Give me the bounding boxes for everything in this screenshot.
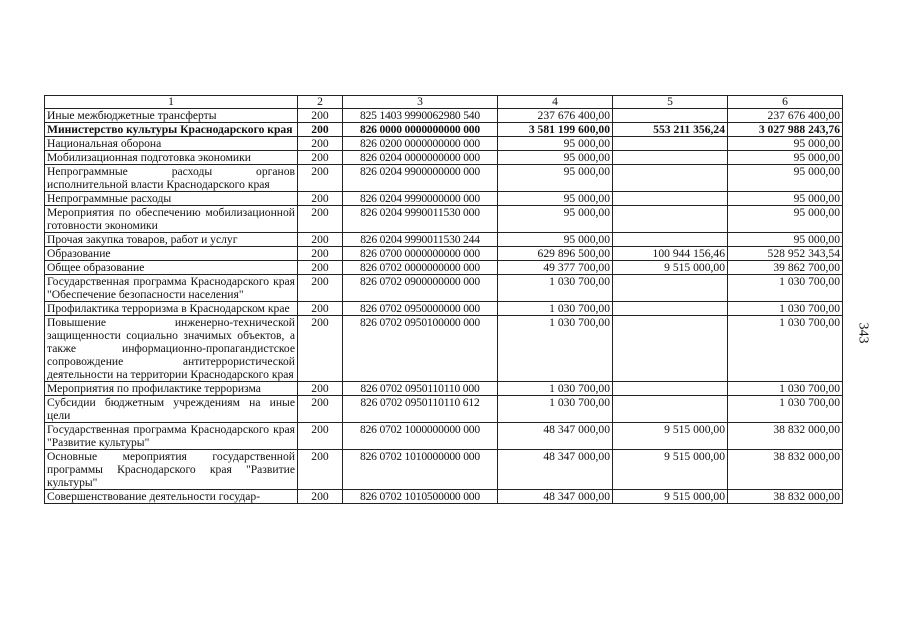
row-approved-amount: 95 000,00 [498, 192, 613, 206]
row-total-amount: 95 000,00 [728, 233, 843, 247]
budget-table [44, 95, 843, 504]
row-classification-code: 826 0700 0000000000 000 [343, 247, 498, 261]
row-approved-amount: 95 000,00 [498, 233, 613, 247]
row-total-amount: 39 862 700,00 [728, 261, 843, 275]
table-row [45, 165, 843, 192]
row-approved-amount: 1 030 700,00 [498, 302, 613, 316]
row-approved-amount: 95 000,00 [498, 151, 613, 165]
table-row [45, 302, 843, 316]
table-row [45, 382, 843, 396]
row-description: Общее образование [45, 261, 298, 275]
row-description: Министерство культуры Краснодарского края [45, 123, 298, 137]
row-total-amount: 1 030 700,00 [728, 316, 843, 382]
row-total-amount: 1 030 700,00 [728, 396, 843, 423]
row-classification-code: 826 0204 0000000000 000 [343, 151, 498, 165]
row-classification-code: 826 0702 1000000000 000 [343, 423, 498, 450]
row-approved-amount: 95 000,00 [498, 137, 613, 151]
row-approved-amount: 629 896 500,00 [498, 247, 613, 261]
row-total-amount: 528 952 343,54 [728, 247, 843, 261]
row-total-amount: 1 030 700,00 [728, 382, 843, 396]
row-classification-code: 826 0702 0900000000 000 [343, 275, 498, 302]
row-total-amount: 38 832 000,00 [728, 423, 843, 450]
row-code: 200 [298, 151, 343, 165]
row-description: Непрограммные расходы органов исполнительной власти Краснодарского края [45, 165, 298, 192]
row-classification-code: 826 0702 1010000000 000 [343, 450, 498, 490]
row-total-amount: 95 000,00 [728, 151, 843, 165]
row-description: Государственная программа Краснодарского края "Обеспечение безопасности населения" [45, 275, 298, 302]
row-classification-code: 826 0702 0950110110 000 [343, 382, 498, 396]
row-approved-amount: 1 030 700,00 [498, 382, 613, 396]
row-code: 200 [298, 109, 343, 123]
row-change-amount [613, 137, 728, 151]
row-code: 200 [298, 275, 343, 302]
row-description: Мероприятия по профилактике терроризма [45, 382, 298, 396]
row-description: Мероприятия по обеспечению мобилизационной готовности экономики [45, 206, 298, 233]
row-description: Прочая закупка товаров, работ и услуг [45, 233, 298, 247]
row-code: 200 [298, 450, 343, 490]
table-row [45, 109, 843, 123]
row-approved-amount: 49 377 700,00 [498, 261, 613, 275]
row-code: 200 [298, 206, 343, 233]
row-description: Государственная программа Краснодарского края "Развитие культуры" [45, 423, 298, 450]
row-classification-code: 826 0702 0950100000 000 [343, 316, 498, 382]
row-approved-amount: 1 030 700,00 [498, 316, 613, 382]
row-classification-code: 826 0204 9990011530 244 [343, 233, 498, 247]
row-code: 200 [298, 247, 343, 261]
row-total-amount: 237 676 400,00 [728, 109, 843, 123]
row-description: Повышение инженерно-технической защищенности социально значимых объектов, а также информационно-пропагандистское сопровождение антитеррористической деятельности на территории Краснодарского края [45, 316, 298, 382]
row-code: 200 [298, 261, 343, 275]
row-total-amount: 1 030 700,00 [728, 275, 843, 302]
table-row [45, 275, 843, 302]
row-change-amount [613, 192, 728, 206]
table-row [45, 123, 843, 137]
table-row [45, 490, 843, 504]
row-description: Образование [45, 247, 298, 261]
table-body [45, 109, 843, 504]
table-row [45, 450, 843, 490]
table-header-row [45, 96, 843, 109]
row-description: Непрограммные расходы [45, 192, 298, 206]
table-row [45, 247, 843, 261]
header-col-6: 6 [728, 96, 843, 109]
table-row [45, 206, 843, 233]
row-change-amount: 9 515 000,00 [613, 450, 728, 490]
row-classification-code: 826 0702 1010500000 000 [343, 490, 498, 504]
row-approved-amount: 1 030 700,00 [498, 275, 613, 302]
row-change-amount [613, 302, 728, 316]
row-approved-amount: 237 676 400,00 [498, 109, 613, 123]
row-total-amount: 1 030 700,00 [728, 302, 843, 316]
row-change-amount [613, 396, 728, 423]
row-description: Субсидии бюджетным учреждениям на иные цели [45, 396, 298, 423]
row-change-amount [613, 206, 728, 233]
row-code: 200 [298, 396, 343, 423]
row-classification-code: 825 1403 9990062980 540 [343, 109, 498, 123]
row-description: Профилактика терроризма в Краснодарском крае [45, 302, 298, 316]
page-number: 343 [855, 322, 871, 344]
row-approved-amount: 3 581 199 600,00 [498, 123, 613, 137]
row-change-amount: 553 211 356,24 [613, 123, 728, 137]
table-row [45, 423, 843, 450]
header-col-3: 3 [343, 96, 498, 109]
row-classification-code: 826 0200 0000000000 000 [343, 137, 498, 151]
row-code: 200 [298, 233, 343, 247]
row-change-amount: 100 944 156,46 [613, 247, 728, 261]
row-change-amount: 9 515 000,00 [613, 261, 728, 275]
table-row [45, 192, 843, 206]
row-total-amount: 95 000,00 [728, 137, 843, 151]
row-code: 200 [298, 165, 343, 192]
row-description: Основные мероприятия государственной программы Краснодарского края "Развитие культуры" [45, 450, 298, 490]
row-classification-code: 826 0702 0950110110 612 [343, 396, 498, 423]
row-code: 200 [298, 123, 343, 137]
row-total-amount: 95 000,00 [728, 206, 843, 233]
row-classification-code: 826 0702 0000000000 000 [343, 261, 498, 275]
row-change-amount [613, 382, 728, 396]
row-total-amount: 95 000,00 [728, 192, 843, 206]
row-classification-code: 826 0204 9990000000 000 [343, 192, 498, 206]
table-row [45, 233, 843, 247]
row-description: Национальная оборона [45, 137, 298, 151]
row-change-amount: 9 515 000,00 [613, 490, 728, 504]
row-description: Совершенствование деятельности государ- [45, 490, 298, 504]
row-approved-amount: 48 347 000,00 [498, 490, 613, 504]
row-classification-code: 826 0204 9990011530 000 [343, 206, 498, 233]
row-approved-amount: 48 347 000,00 [498, 450, 613, 490]
row-description: Иные межбюджетные трансферты [45, 109, 298, 123]
row-change-amount: 9 515 000,00 [613, 423, 728, 450]
row-change-amount [613, 165, 728, 192]
row-total-amount: 38 832 000,00 [728, 490, 843, 504]
header-col-1: 1 [45, 96, 298, 109]
row-approved-amount: 48 347 000,00 [498, 423, 613, 450]
row-approved-amount: 95 000,00 [498, 206, 613, 233]
row-change-amount [613, 151, 728, 165]
header-col-5: 5 [613, 96, 728, 109]
row-classification-code: 826 0702 0950000000 000 [343, 302, 498, 316]
table-row [45, 396, 843, 423]
row-approved-amount: 1 030 700,00 [498, 396, 613, 423]
row-code: 200 [298, 302, 343, 316]
row-description: Мобилизационная подготовка экономики [45, 151, 298, 165]
row-classification-code: 826 0000 0000000000 000 [343, 123, 498, 137]
row-classification-code: 826 0204 9900000000 000 [343, 165, 498, 192]
row-code: 200 [298, 316, 343, 382]
header-col-4: 4 [498, 96, 613, 109]
table-row [45, 151, 843, 165]
row-approved-amount: 95 000,00 [498, 165, 613, 192]
row-code: 200 [298, 490, 343, 504]
row-code: 200 [298, 192, 343, 206]
row-total-amount: 38 832 000,00 [728, 450, 843, 490]
row-code: 200 [298, 423, 343, 450]
row-change-amount [613, 316, 728, 382]
header-col-2: 2 [298, 96, 343, 109]
row-change-amount [613, 109, 728, 123]
row-total-amount: 95 000,00 [728, 165, 843, 192]
row-code: 200 [298, 382, 343, 396]
row-total-amount: 3 027 988 243,76 [728, 123, 843, 137]
table-row [45, 316, 843, 382]
table-row [45, 137, 843, 151]
row-change-amount [613, 275, 728, 302]
table-row [45, 261, 843, 275]
row-change-amount [613, 233, 728, 247]
row-code: 200 [298, 137, 343, 151]
